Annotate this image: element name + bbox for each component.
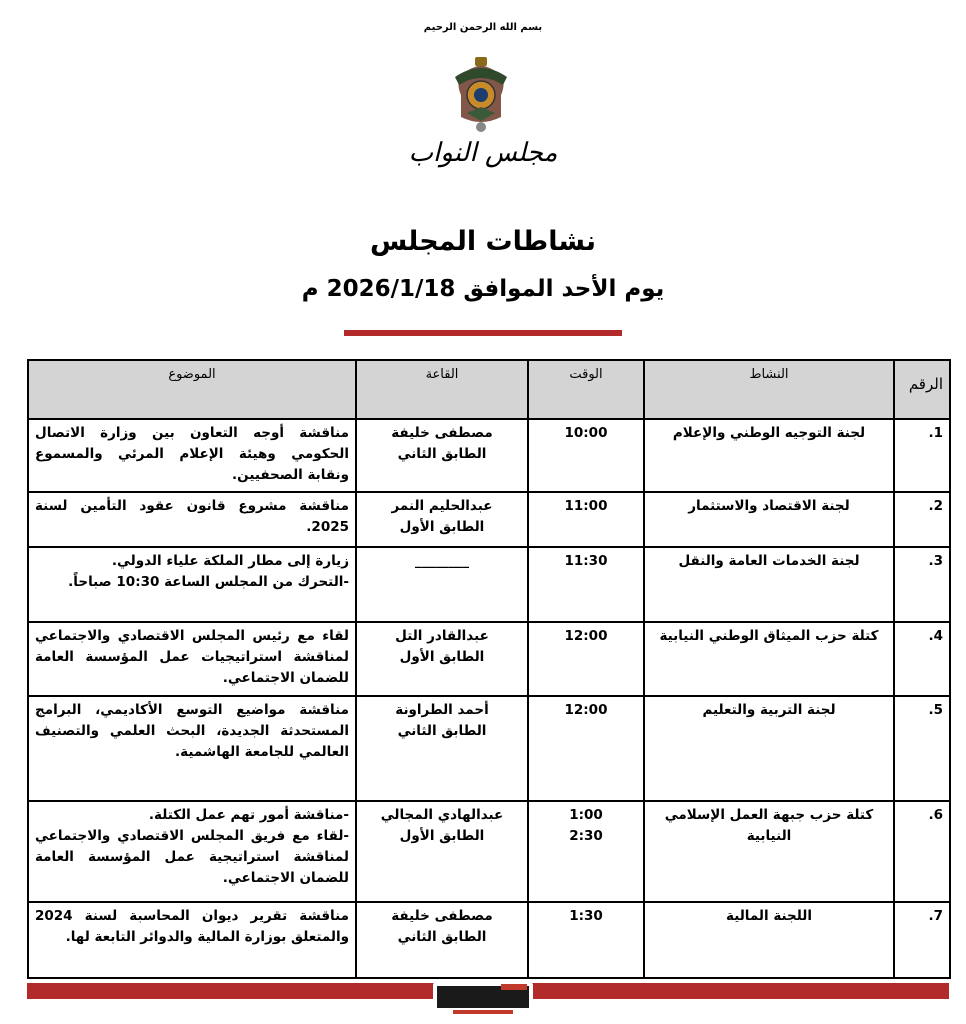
table-row (28, 419, 950, 492)
row-num-line: 4. (928, 628, 943, 644)
row-hall-line: الطابق الثاني (397, 929, 487, 945)
row-topic (28, 696, 356, 801)
row-hall-line: عبدالقادر التل (395, 628, 489, 644)
row-time (528, 419, 644, 492)
row-topic (28, 902, 356, 978)
row-hall (356, 492, 528, 547)
row-hall (356, 801, 528, 902)
page-date: يوم الأحد الموافق 2026/1/18 م (301, 276, 665, 302)
table-row (28, 547, 950, 622)
title-divider (344, 330, 622, 336)
page-title: نشاطات المجلس (370, 226, 596, 257)
table-row (28, 492, 950, 547)
row-topic-line: مناقشة أوجه التعاون بين وزارة الاتصال الحكومي وهيئة الإعلام المرئي والمسموع ونقابة الصحفيين. (35, 425, 349, 483)
row-hall (356, 419, 528, 492)
row-activity (644, 547, 894, 622)
row-activity-line: لجنة الخدمات العامة والنقل (678, 553, 860, 569)
row-hall (356, 902, 528, 978)
row-time-line: 11:30 (564, 553, 608, 569)
row-hall-line: عبدالحليم النمر (391, 498, 493, 514)
row-hall-line: الطابق الثاني (397, 446, 487, 462)
row-hall-line: مصطفى خليفة (391, 908, 493, 924)
row-num-line: 5. (928, 702, 943, 718)
header-topic: الموضوع (28, 360, 356, 419)
row-topic-line: مناقشة مشروع قانون عقود التأمين لسنة 2025. (35, 498, 349, 535)
row-time (528, 492, 644, 547)
row-hall-line: أحمد الطراونة (395, 702, 489, 718)
row-hall (356, 696, 528, 801)
row-activity-line: اللجنة المالية (726, 908, 812, 924)
row-num (894, 622, 950, 696)
row-hall-line: ________ (415, 553, 469, 569)
row-topic (28, 419, 356, 492)
row-activity (644, 902, 894, 978)
alshaab-newspaper-logo (423, 980, 543, 1024)
row-hall-line: الطابق الأول (399, 828, 485, 844)
table-row (28, 622, 950, 696)
row-activity (644, 492, 894, 547)
row-activity (644, 696, 894, 801)
row-time-line: 10:00 (564, 425, 608, 441)
row-topic (28, 622, 356, 696)
row-hall (356, 622, 528, 696)
header-hall: القاعة (356, 360, 528, 419)
row-time (528, 902, 644, 978)
header-num: الرقم (894, 360, 950, 419)
row-activity (644, 419, 894, 492)
activities-table (27, 359, 951, 979)
row-num-line: 6. (928, 807, 943, 823)
table-row (28, 801, 950, 902)
row-topic-line: -التحرك من المجلس الساعة 10:30 صباحاً. (68, 574, 349, 590)
row-hall-line: الطابق الثاني (397, 723, 487, 739)
row-activity-line: كتلة حزب الميثاق الوطني النيابية (659, 628, 879, 644)
row-time-line: 12:00 (564, 702, 608, 718)
row-num-line: 3. (928, 553, 943, 569)
row-time-line: 11:00 (564, 498, 608, 514)
row-time (528, 622, 644, 696)
basmala: بسم الله الرحمن الرحيم (423, 22, 543, 33)
row-activity (644, 801, 894, 902)
row-num (894, 801, 950, 902)
row-activity-line: لجنة التربية والتعليم (702, 702, 836, 718)
row-hall (356, 547, 528, 622)
row-hall-line: الطابق الأول (399, 649, 485, 665)
row-num (894, 547, 950, 622)
row-topic-line: زيارة إلى مطار الملكة علياء الدولي. (111, 553, 349, 569)
row-num-line: 1. (928, 425, 943, 441)
row-time-line: 1:00 (569, 807, 603, 823)
row-hall-line: الطابق الأول (399, 519, 485, 535)
row-topic (28, 492, 356, 547)
row-num (894, 902, 950, 978)
header-time: الوقت (528, 360, 644, 419)
header-activity: النشاط (644, 360, 894, 419)
row-topic-line: مناقشة تقرير ديوان المحاسبة لسنة 2024 والمتعلق بوزارة المالية والدوائر التابعة لها. (35, 908, 349, 945)
row-topic-line: لقاء مع رئيس المجلس الاقتصادي والاجتماعي لمناقشة استراتيجيات عمل المؤسسة العامة للضمان الاجتماعي. (35, 628, 349, 686)
row-time (528, 547, 644, 622)
row-activity-line: لجنة الاقتصاد والاستثمار (688, 498, 850, 514)
row-hall-line: مصطفى خليفة (391, 425, 493, 441)
row-num-line: 2. (928, 498, 943, 514)
institution-name: مجلس النواب (408, 138, 558, 168)
row-activity (644, 622, 894, 696)
row-hall-line: عبدالهادي المجالي (380, 807, 504, 823)
row-topic (28, 547, 356, 622)
row-topic-line: -لقاء مع فريق المجلس الاقتصادي والاجتماعي لمناقشة استراتيجية عمل المؤسسة العامة للضمان الاجتماعي. (35, 828, 349, 886)
row-num-line: 7. (928, 908, 943, 924)
row-num (894, 492, 950, 547)
row-topic (28, 801, 356, 902)
table-header-row (28, 360, 950, 419)
row-time (528, 801, 644, 902)
table-row (28, 902, 950, 978)
row-time-line: 12:00 (564, 628, 608, 644)
row-activity-line: كتلة حزب جبهة العمل الإسلامي النيابية (664, 807, 874, 844)
row-topic-line: مناقشة مواضيع التوسع الأكاديمي، البرامج المستحدثة الجديدة، البحث العلمي والتصنيف العالمي للجامعة الهاشمية. (35, 702, 349, 760)
row-time (528, 696, 644, 801)
row-num (894, 696, 950, 801)
jordan-coat-of-arms-icon (441, 55, 521, 135)
table-row (28, 696, 950, 801)
row-activity-line: لجنة التوجيه الوطني والإعلام (672, 425, 866, 441)
row-num (894, 419, 950, 492)
row-time-line: 1:30 (569, 908, 603, 924)
row-topic-line: -مناقشة أمور تهم عمل الكتلة. (148, 807, 349, 823)
row-time-line: 2:30 (569, 828, 603, 844)
